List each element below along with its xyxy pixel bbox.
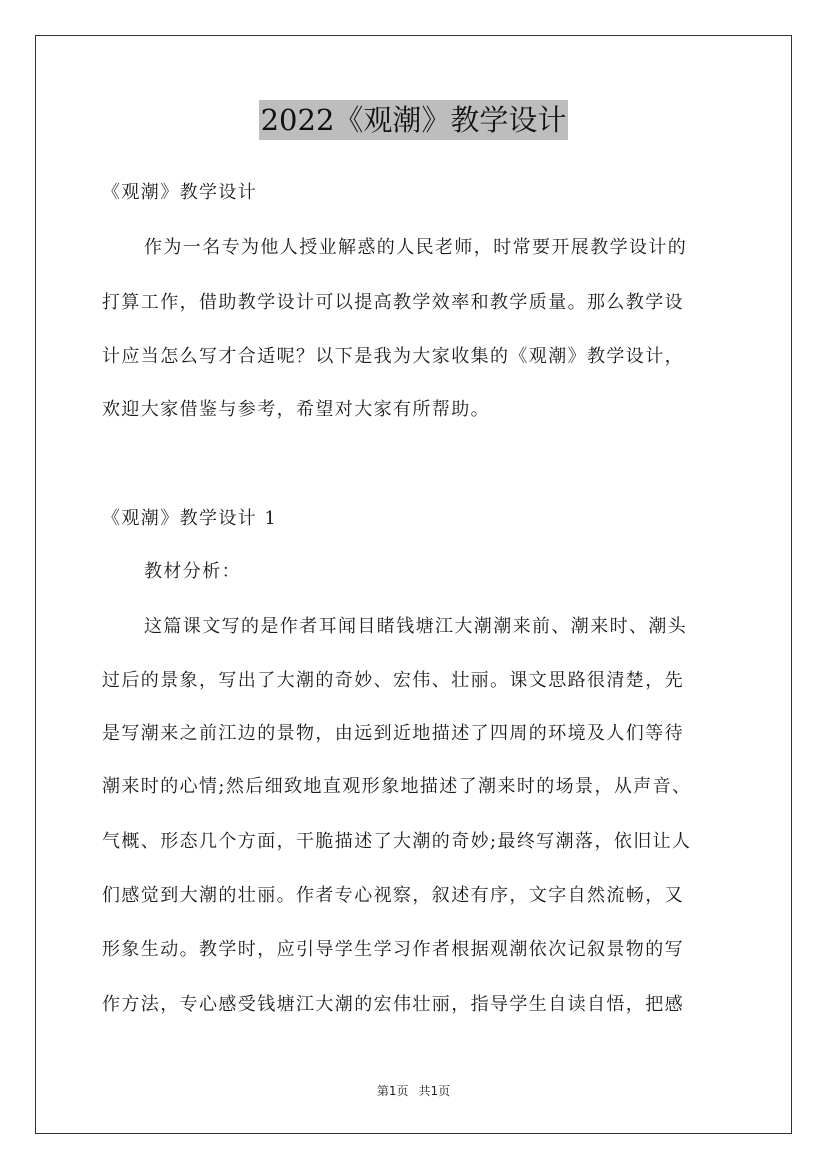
body-line-4: 潮来时的心情;然后细致地直观形象地描述了潮来时的场景，从声音、 — [102, 776, 692, 797]
page-total: 共1页 — [418, 1084, 451, 1098]
intro-line-4: 欢迎大家借鉴与参考，希望对大家有所帮助。 — [102, 399, 490, 420]
page-footer — [0, 1082, 827, 1099]
document-title: 2022《观潮》教学设计 — [259, 100, 569, 140]
intro-line-1: 作为一名专为他人授业解惑的人民老师，时常要开展教学设计的 — [144, 237, 688, 258]
section-title: 《观潮》教学设计 1 — [102, 508, 278, 529]
body-line-5: 气概、形态几个方面，干脆描述了大潮的奇妙;最终写潮落，依旧让人 — [102, 831, 692, 852]
body-line-1: 这篇课文写的是作者耳闻目睹钱塘江大潮潮来前、潮来时、潮头 — [144, 616, 688, 637]
intro-line-3: 计应当怎么写才合适呢？以下是我为大家收集的《观潮》教学设计， — [102, 346, 684, 367]
body-line-2: 过后的景象，写出了大潮的奇妙、宏伟、壮丽。课文思路很清楚，先 — [102, 670, 684, 691]
section-subheading: 教材分析： — [144, 561, 241, 582]
body-line-8: 作方法，专心感受钱塘江大潮的宏伟壮丽，指导学生自读自悟，把感 — [102, 994, 684, 1015]
intro-line-2: 打算工作，借助教学设计可以提高教学效率和教学质量。那么教学设 — [102, 292, 684, 313]
body-line-6: 们感觉到大潮的壮丽。作者专心视察，叙述有序，文字自然流畅，又 — [102, 885, 684, 906]
body-line-3: 是写潮来之前江边的景物，由远到近地描述了四周的环境及人们等待 — [102, 723, 684, 744]
document-subtitle: 《观潮》教学设计 — [102, 182, 258, 203]
page-number: 第1页 — [376, 1084, 409, 1098]
body-line-7: 形象生动。教学时，应引导学生学习作者根据观潮依次记叙景物的写 — [102, 939, 684, 960]
